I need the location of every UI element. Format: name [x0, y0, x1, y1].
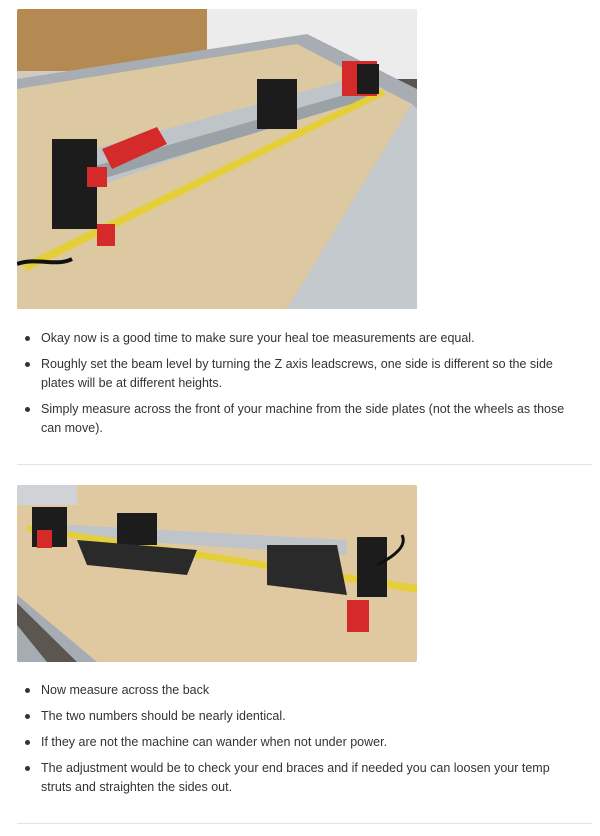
list-item: Okay now is a good time to make sure your heal toe measurements are equal.	[17, 329, 583, 348]
machine-gantry-photo-front	[17, 9, 417, 309]
list-item: If they are not the machine can wander when not under power.	[17, 733, 583, 752]
machine-gantry-photo-back	[17, 485, 417, 662]
section-divider	[17, 823, 592, 824]
list-item: The adjustment would be to check your end braces and if needed you can loosen your temp struts and straighten the sides out.	[17, 759, 583, 797]
list-item: The two numbers should be nearly identical.	[17, 707, 583, 726]
step-2-bullet-list	[17, 681, 583, 804]
step-1-bullet-list	[17, 329, 583, 445]
list-item: Simply measure across the front of your machine from the side plates (not the wheels as those can move).	[17, 400, 583, 438]
list-item: Now measure across the back	[17, 681, 583, 700]
section-divider	[17, 464, 592, 465]
list-item: Roughly set the beam level by turning the Z axis leadscrews, one side is different so the side plates will be at different heights.	[17, 355, 583, 393]
